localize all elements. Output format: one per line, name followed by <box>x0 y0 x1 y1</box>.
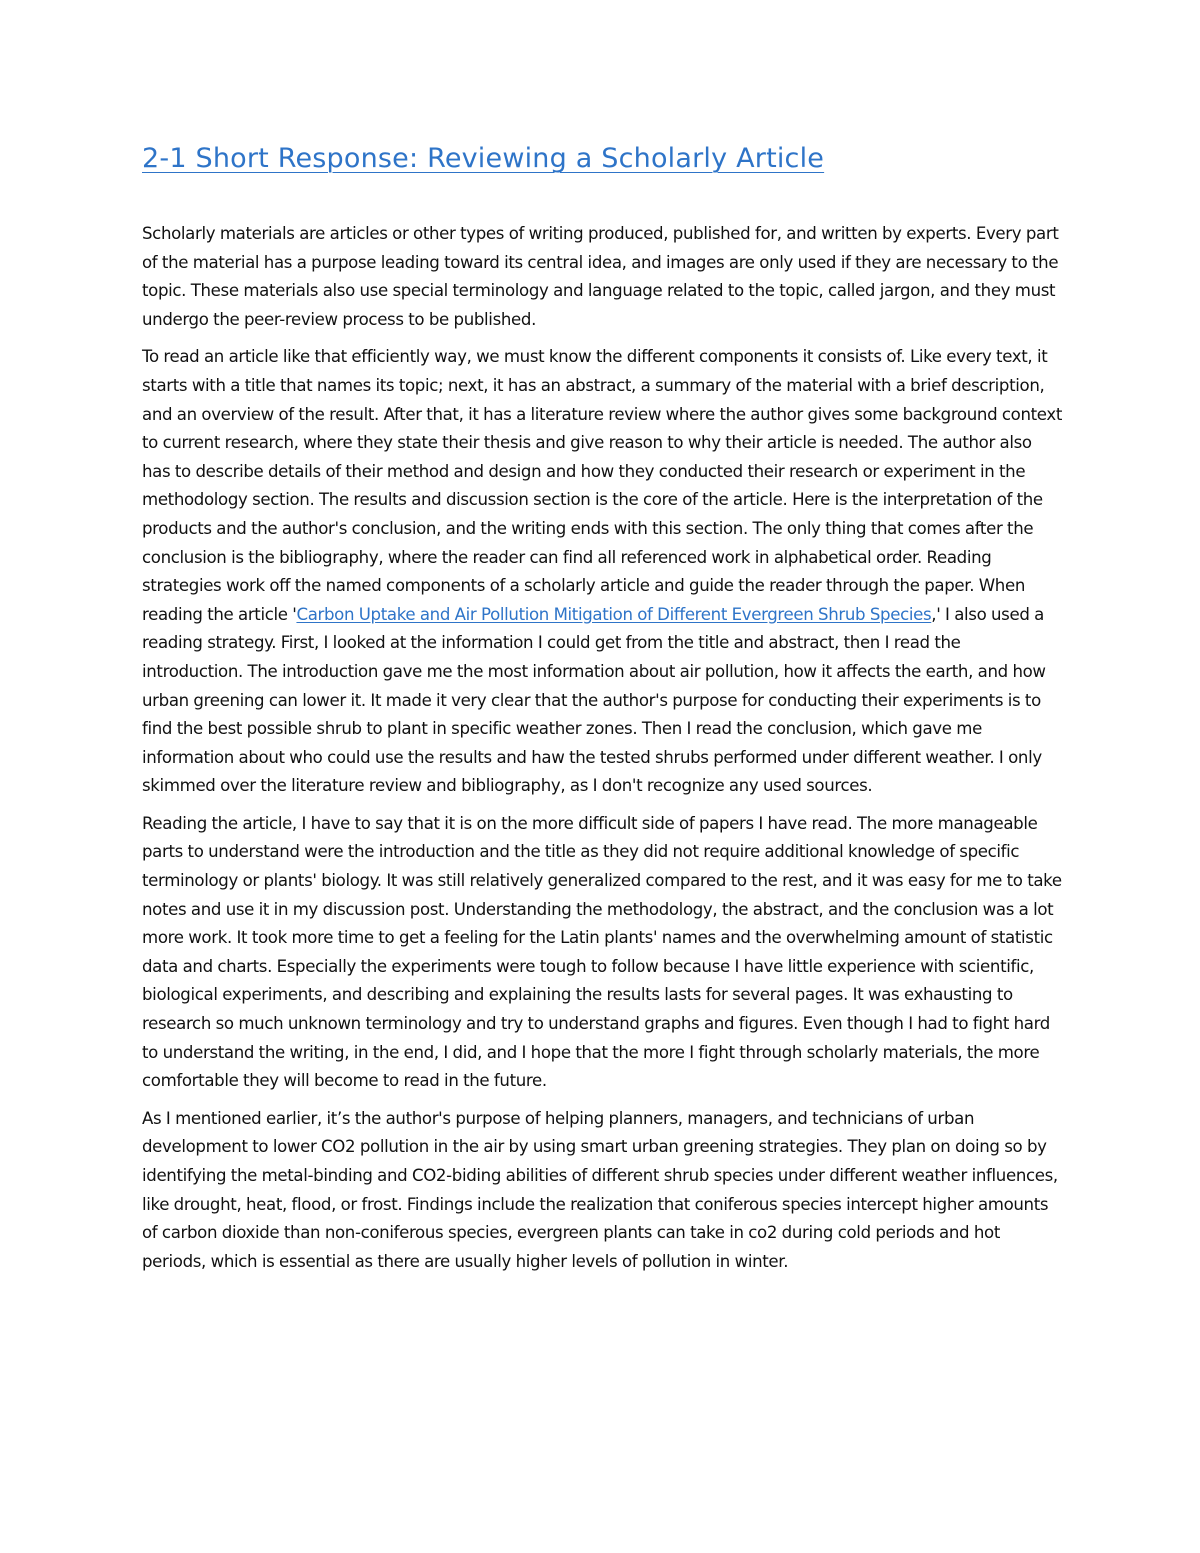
paragraph-components <box>142 343 1062 801</box>
document-title: 2-1 Short Response: Reviewing a Scholarly Article <box>142 143 825 174</box>
article-link[interactable]: Carbon Uptake and Air Pollution Mitigation of Different Evergreen Shrub Species <box>296 604 932 624</box>
paragraph-components-text-end: ,' I also used a reading strategy. First, I looked at the information I could get from the title and abstract, then I read the introduction. The introduction gave me the most information about air pollution, how it affects the earth, and how urban greening can lower it. It made it very clear that the author's purpose for conducting their experiments is to find the best possible shrub to plant in specific weather zones. Then I read the conclusion, which gave me information about who could use the results and haw the tested shrubs performed under different weather. I only skimmed over the literature review and bibliography, as I don't recognize any used sources. <box>142 604 1046 796</box>
document-page <box>142 138 1062 1285</box>
paragraph-components-text-start: To read an article like that efficiently way, we must know the different components it consists of. Like every text, it starts with a title that names its topic; next, it has an abstract, a summary of the material with a brief description, and an overview of the result. After that, it has a literature review where the author gives some background context to current research, where they state their thesis and give reason to why their article is needed. The author also has to describe details of their method and design and how they conducted their research or experiment in the methodology section. The results and discussion section is the core of the article. Here is the interpretation of the products and the author's conclusion, and the writing ends with this section. The only thing that comes after the conclusion is the bibliography, where the reader can find all referenced work in alphabetical order. Reading strategies work off the named components of a scholarly article and guide the reader through the paper. When reading the article ' <box>142 347 1062 624</box>
paragraph-purpose: As I mentioned earlier, it’s the author's purpose of helping planners, managers, and technicians of urban development to lower CO2 pollution in the air by using smart urban greening strategies. They plan on doing so by identifying the metal-binding and CO2-biding abilities of different shrub species under different weather influences, like drought, heat, flood, or frost. Findings include the realization that coniferous species intercept higher amounts of carbon dioxide than non-coniferous species, evergreen plants can take in co2 during cold periods and hot periods, which is essential as there are usually higher levels of pollution in winter. <box>142 1108 1058 1271</box>
paragraph-intro: Scholarly materials are articles or other types of writing produced, published for, and written by experts. Every part of the material has a purpose leading toward its central idea, and images are only used if they are necessary to the topic. These materials also use special terminology and language related to the topic, called jargon, and they must undergo the peer-review process to be published. <box>142 224 1059 329</box>
paragraph-difficulty: Reading the article, I have to say that it is on the more difficult side of papers I have read. The more manageable parts to understand were the introduction and the title as they did not require additional knowledge of specific terminology or plants' biology. It was still relatively generalized compared to the rest, and it was easy for me to take notes and use it in my discussion post. Understanding the methodology, the abstract, and the conclusion was a lot more work. It took more time to get a feeling for the Latin plants' names and the overwhelming amount of statistic data and charts. Especially the experiments were tough to follow because I have little experience with scientific, biological experiments, and describing and explaining the results lasts for several pages. It was exhausting to research so much unknown terminology and try to understand graphs and figures. Even though I had to fight hard to understand the writing, in the end, I did, and I hope that the more I fight through scholarly materials, the more comfortable they will become to read in the future. <box>142 813 1062 1091</box>
